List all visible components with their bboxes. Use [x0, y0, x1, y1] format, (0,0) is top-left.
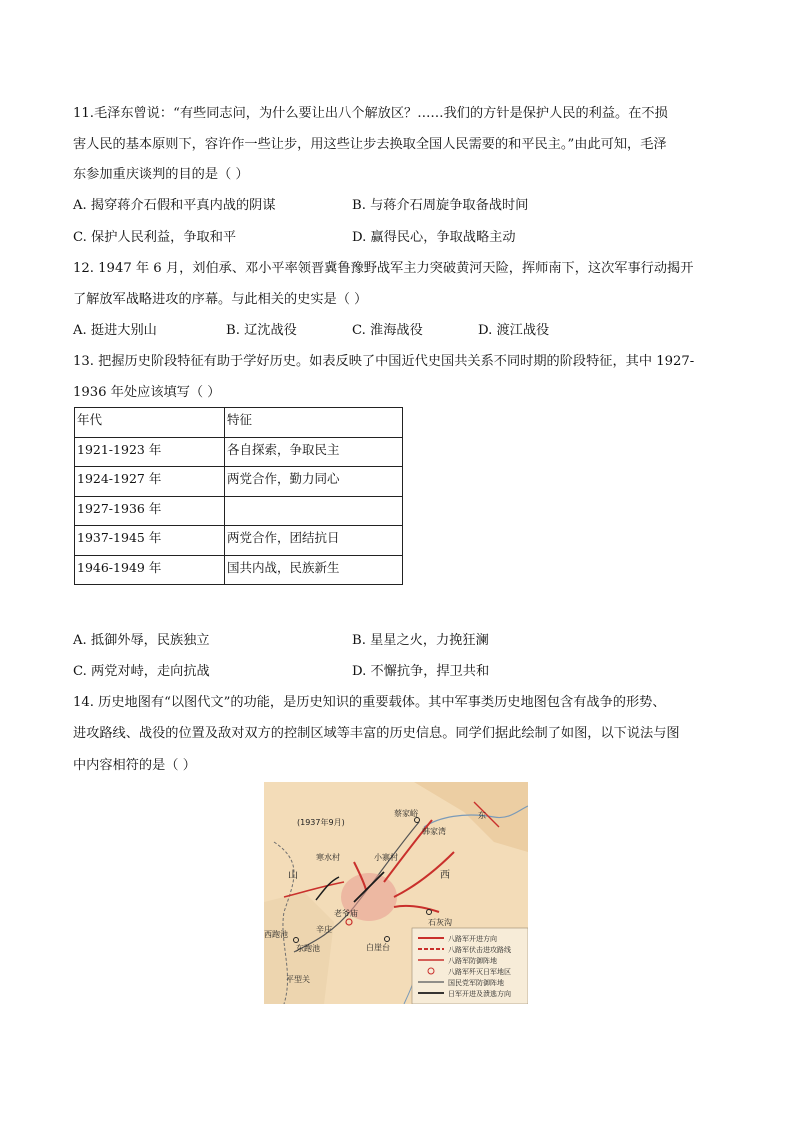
table-row: [75, 467, 403, 497]
map-place-label: 小寨村: [374, 853, 398, 862]
table-row: [75, 437, 403, 467]
q13-option-d[interactable]: D. 不懈抗争，捍卫共和: [352, 664, 490, 679]
q12-option-a[interactable]: A. 挺进大别山: [73, 323, 157, 338]
q11-option-d[interactable]: D. 赢得民心，争取战略主动: [352, 230, 516, 245]
table-row: [75, 496, 403, 526]
legend-label: 八路军开进方向: [448, 935, 497, 943]
map-place-label: 石灰沟: [428, 918, 452, 927]
q11-option-c[interactable]: C. 保护人民利益，争取和平: [73, 230, 237, 245]
pingxingguan-battle-map: [264, 782, 528, 1004]
map-region-label: 西: [440, 870, 450, 881]
q11-line-2: 害人民的基本原则下，容许作一些让步，用这些让步去换取全国人民需要的和平民主。”由此可知，毛泽: [73, 137, 667, 152]
q13-line-2: 1936 年处应该填写（ ）: [73, 385, 221, 400]
q13-option-c[interactable]: C. 两党对峙，走向抗战: [73, 664, 210, 679]
legend-label: 八路军伏击进攻路线: [448, 946, 511, 954]
map-place-label: 西跑池: [264, 930, 288, 939]
map-place-label: 白崖台: [366, 943, 390, 952]
map-place-label: 韩家湾: [422, 827, 446, 836]
q11-option-b[interactable]: B. 与蒋介石周旋争取备战时间: [352, 198, 529, 213]
q12-option-b[interactable]: B. 辽沈战役: [226, 323, 297, 338]
q11-line-3: 东参加重庆谈判的目的是（ ）: [73, 167, 249, 182]
legend-label: 八路军防御阵地: [448, 957, 497, 965]
table-header-row: [75, 408, 403, 438]
q14-line-1: 14. 历史地图有“以图代文”的功能，是历史知识的重要载体。其中军事类历史地图包含有战争的形势、: [73, 695, 666, 710]
q13-option-b[interactable]: B. 星星之火，力挽狂澜: [352, 633, 489, 648]
q12-line-1: 12. 1947 年 6 月，刘伯承、邓小平率领晋冀鲁豫野战军主力突破黄河天险，挥师南下，这次军事行动揭开: [73, 261, 694, 276]
table-cell-period: 1946-1949 年: [75, 555, 225, 585]
table-row: [75, 526, 403, 556]
q14-line-3: 中内容相符的是（ ）: [73, 758, 196, 773]
map-place-label: 平型关: [286, 975, 310, 984]
q13-line-1: 13. 把握历史阶段特征有助于学好历史。如表反映了中国近代史国共关系不同时期的阶段特征，其中 1927-: [73, 354, 695, 369]
map-place-label: 蔡家峪: [394, 809, 418, 818]
legend-label: 国民党军防御阵地: [448, 979, 504, 987]
q14-line-2: 进攻路线、战役的位置及敌对双方的控制区域等丰富的历史信息。同学们据此绘制了如图，以下说法与图: [73, 726, 680, 741]
q12-line-2: 了解放军战略进攻的序幕。与此相关的史实是（ ）: [73, 292, 368, 307]
table-cell-feature: 各自探索，争取民主: [225, 437, 403, 467]
table-cell-feature: 两党合作，勤力同心: [225, 467, 403, 497]
map-date-label: (1937年9月): [297, 818, 345, 827]
table-cell-period: 1924-1927 年: [75, 467, 225, 497]
table-header-cell: 年代: [75, 408, 225, 438]
legend-label: 日军开进及溃逃方向: [448, 990, 511, 998]
period-table: [74, 407, 403, 585]
table-header-cell: 特征: [225, 408, 403, 438]
battle-map-drawing: [264, 782, 528, 1004]
q12-option-c[interactable]: C. 淮海战役: [352, 323, 423, 338]
map-place-label: 寒水村: [316, 853, 340, 862]
table-cell-period: 1927-1936 年: [75, 496, 225, 526]
map-region-label: 山: [288, 870, 298, 881]
q13-option-a[interactable]: A. 抵御外辱，民族独立: [73, 633, 210, 648]
map-place-label: 老爷庙: [334, 909, 358, 918]
q12-option-d[interactable]: D. 渡江战役: [478, 323, 550, 338]
map-place-label: 东: [478, 811, 486, 820]
table-cell-period: 1921-1923 年: [75, 437, 225, 467]
map-place-label: 东跑池: [296, 944, 320, 953]
q11-option-a[interactable]: A. 揭穿蒋介石假和平真内战的阴谋: [73, 198, 276, 213]
map-place-label: 辛庄: [316, 925, 332, 934]
table-cell-period: 1937-1945 年: [75, 526, 225, 556]
table-row: [75, 555, 403, 585]
q11-line-1: 11.毛泽东曾说：“有些同志问，为什么要让出八个解放区？……我们的方针是保护人民的利益。在不损: [73, 106, 668, 121]
table-cell-feature-blank: [225, 496, 403, 526]
table-cell-feature: 国共内战，民族新生: [225, 555, 403, 585]
table-cell-feature: 两党合作，团结抗日: [225, 526, 403, 556]
legend-label: 八路军歼灭日军地区: [448, 968, 511, 976]
